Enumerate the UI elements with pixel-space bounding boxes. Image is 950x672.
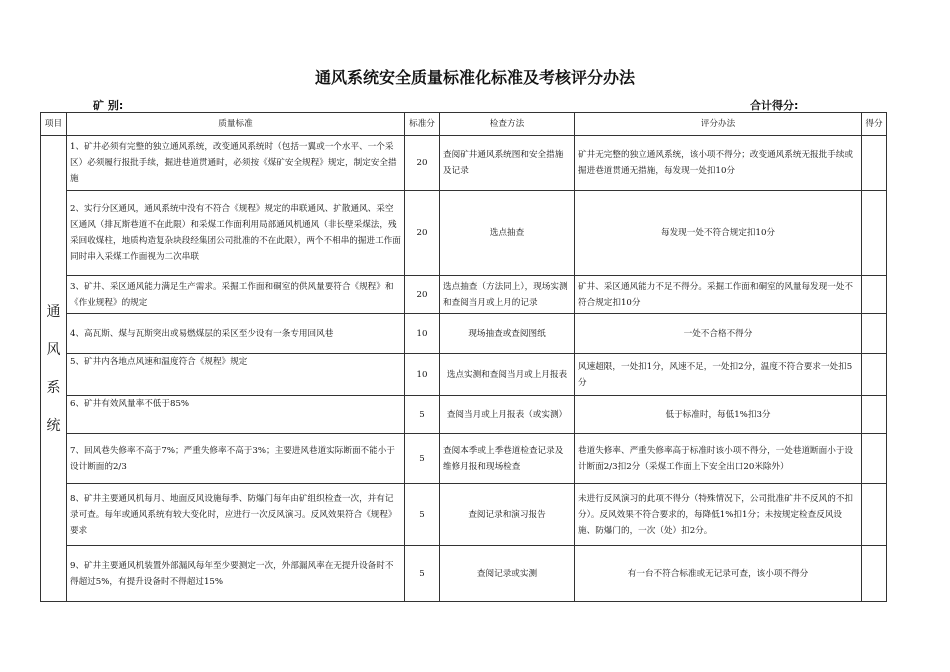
scoring-cell: 低于标准时，每低1%扣3分: [575, 396, 862, 434]
std-score-cell: 20: [405, 136, 440, 191]
std-score-cell: 5: [405, 484, 440, 546]
header-method: 检查方法: [440, 113, 575, 136]
table-row: [41, 484, 887, 546]
scoring-cell: 有一台不符合标准或无记录可查，该小项不得分: [575, 546, 862, 602]
scoring-cell: 巷道失修率、严重失修率高于标准时该小项不得分，一处巷道断面小于设计断面2/3扣2分（采煤工作面上下安全出口20米除外）: [575, 434, 862, 484]
score-input-cell[interactable]: [862, 191, 887, 276]
std-score-cell: 20: [405, 191, 440, 276]
standard-cell: 5、矿井内各地点风速和温度符合《规程》规定: [67, 354, 405, 396]
table-row: [41, 546, 887, 602]
scoring-cell: 风速超限，一处扣1分，风速不足，一处扣2分，温度不符合要求一处扣5分: [575, 354, 862, 396]
standard-cell: 2、实行分区通风，通风系统中没有不符合《规程》规定的串联通风、扩散通风、采空区通风（排瓦斯巷道不在此限）和采煤工作面利用局部通风机通风（非长壁采煤法，残采回收煤柱，地质构造复杂块段经集团公司批准的不在此限），两个不相串的掘进工作面同时串入采煤工作面视为二次串联: [67, 191, 405, 276]
project-char: 风: [46, 341, 61, 358]
scoring-cell: 一处不合格不得分: [575, 314, 862, 354]
standard-cell: 8、矿井主要通风机每月、地面反风设施每季、防爆门每年由矿组织检查一次，并有记录可查。每年或通风系统有较大变化时，应进行一次反风演习。反风效果符合《规程》要求: [67, 484, 405, 546]
method-cell: 查阅本季或上季巷道检查记录及维修月报和现场检查: [440, 434, 575, 484]
method-cell: 现场抽查或查阅图纸: [440, 314, 575, 354]
project-cell: [41, 136, 67, 602]
project-char: 系: [46, 379, 61, 396]
scoring-table: [40, 112, 887, 602]
std-score-cell: 20: [405, 276, 440, 314]
header-row: [41, 113, 887, 136]
document-title: 通风系统安全质量标准化标准及考核评分办法: [314, 68, 635, 87]
score-input-cell[interactable]: [862, 354, 887, 396]
total-score-label: 合计得分:: [750, 99, 799, 112]
score-input-cell[interactable]: [862, 276, 887, 314]
scoring-cell: 未进行反风演习的此项不得分（特殊情况下，公司批准矿井不反风的不扣分）。反风效果不符合要求的，每降低1%扣1分；未按规定检查反风设施、防爆门的，一次（处）扣2分。: [575, 484, 862, 546]
table-row: [41, 396, 887, 434]
project-char: 通: [46, 303, 61, 320]
scoring-cell: 每发现一处不符合规定扣10分: [575, 191, 862, 276]
standard-cell: 9、矿井主要通风机装置外部漏风每年至少要测定一次，外部漏风率在无提升设备时不得超过5%，有提升设备时不得超过15%: [67, 546, 405, 602]
method-cell: 查阅记录或实测: [440, 546, 575, 602]
header-scoring: 评分办法: [575, 113, 862, 136]
standard-cell: 6、矿井有效风量率不低于85%: [67, 396, 405, 434]
method-cell: 选点实测和查阅当月或上月报表: [440, 354, 575, 396]
score-input-cell[interactable]: [862, 136, 887, 191]
score-input-cell[interactable]: [862, 314, 887, 354]
score-input-cell[interactable]: [862, 484, 887, 546]
standard-cell: 4、高瓦斯、煤与瓦斯突出或易燃煤层的采区至少设有一条专用回风巷: [67, 314, 405, 354]
standard-cell: 1、矿井必须有完整的独立通风系统，改变通风系统时（包括一翼或一个水平、一个采区）必须履行报批手续，掘进巷道贯通时，必须按《煤矿安全规程》规定，制定安全措施: [67, 136, 405, 191]
std-score-cell: 5: [405, 546, 440, 602]
standard-cell: 7、回风巷失修率不高于7%；严重失修率不高于3%；主要进风巷道实际断面不能小于设计断面的2/3: [67, 434, 405, 484]
std-score-cell: 10: [405, 314, 440, 354]
std-score-cell: 5: [405, 396, 440, 434]
table-row: [41, 434, 887, 484]
score-input-cell[interactable]: [862, 434, 887, 484]
header-standard: 质量标准: [67, 113, 405, 136]
method-cell: 选点抽查（方法同上），现场实测和查阅当月或上月的记录: [440, 276, 575, 314]
method-cell: 查阅记录和演习报告: [440, 484, 575, 546]
method-cell: 查阅矿井通风系统图和安全措施及记录: [440, 136, 575, 191]
table-row: [41, 354, 887, 396]
header-std-score: 标准分: [405, 113, 440, 136]
scoring-cell: 矿井、采区通风能力不足不得分。采掘工作面和硐室的风量每发现一处不符合规定扣10分: [575, 276, 862, 314]
table-row: [41, 136, 887, 191]
standard-cell: 3、矿井、采区通风能力满足生产需求。采掘工作面和硐室的供风量要符合《规程》和《作业规程》的规定: [67, 276, 405, 314]
score-input-cell[interactable]: [862, 546, 887, 602]
table-row: [41, 276, 887, 314]
std-score-cell: 5: [405, 434, 440, 484]
project-char: 统: [46, 417, 61, 434]
std-score-cell: 10: [405, 354, 440, 396]
header-score: 得分: [862, 113, 887, 136]
score-input-cell[interactable]: [862, 396, 887, 434]
method-cell: 查阅当月或上月报表（或实测）: [440, 396, 575, 434]
mine-label: 矿 别:: [93, 99, 124, 112]
method-cell: 选点抽查: [440, 191, 575, 276]
table-row: [41, 314, 887, 354]
table-row: [41, 191, 887, 276]
header-project: 项目: [41, 113, 67, 136]
scoring-cell: 矿井无完整的独立通风系统，该小项不得分；改变通风系统无报批手续或掘进巷道贯通无措施，每发现一处扣10分: [575, 136, 862, 191]
